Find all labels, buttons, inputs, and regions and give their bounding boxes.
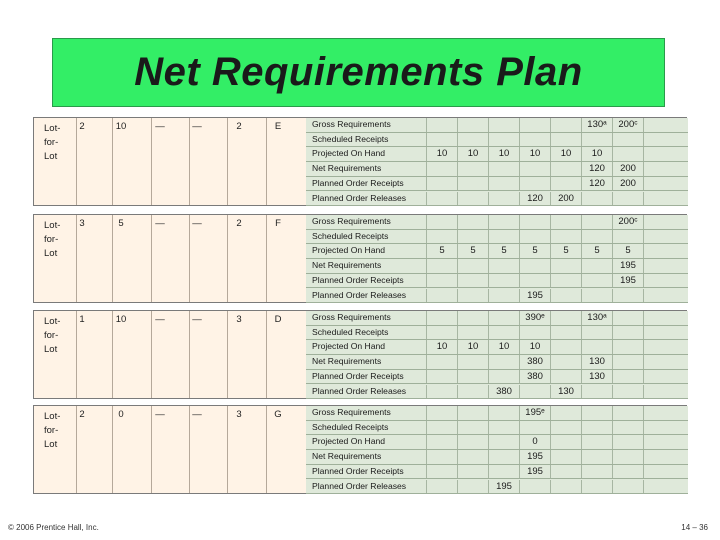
llc-value: 3 (236, 409, 242, 420)
item-parameters (34, 118, 306, 205)
period-cell (457, 162, 488, 176)
row-label: Planned Order Releases (312, 480, 407, 491)
llc-value: 2 (236, 121, 242, 132)
period-cell (457, 421, 488, 435)
lead-value: 1 (79, 314, 85, 325)
period-cell (426, 162, 457, 176)
period-cell (643, 370, 674, 384)
period-cell: 130ᵃ (581, 311, 612, 325)
item-block-d (33, 310, 687, 399)
table-row (306, 147, 688, 162)
period-cell (581, 465, 612, 479)
lot-sizing-label: Lot (44, 151, 58, 162)
period-cell: 10 (426, 340, 457, 354)
safety-value: — (155, 409, 165, 420)
period-cell: 5 (488, 244, 519, 258)
period-cell (488, 177, 519, 191)
period-cell: 10 (426, 147, 457, 161)
period-cell (488, 326, 519, 340)
period-cell (612, 340, 643, 354)
period-cell: 10 (550, 147, 581, 161)
period-cell (488, 118, 519, 132)
period-cell (488, 215, 519, 229)
period-cell (457, 274, 488, 288)
period-cell (612, 385, 643, 399)
period-cell (612, 450, 643, 464)
period-cell (457, 192, 488, 206)
period-cell (581, 192, 612, 206)
period-cell (457, 450, 488, 464)
period-cell (612, 480, 643, 494)
period-cell (581, 340, 612, 354)
period-cell (612, 230, 643, 244)
period-cell (581, 385, 612, 399)
period-cell (550, 465, 581, 479)
item-value: E (274, 121, 282, 132)
row-label: Gross Requirements (312, 312, 391, 322)
period-cell (581, 406, 612, 420)
period-cell (643, 355, 674, 369)
row-label: Planned Order Receipts (312, 274, 404, 285)
period-cell (488, 230, 519, 244)
period-cell (612, 465, 643, 479)
period-cell (581, 435, 612, 449)
period-cell (426, 450, 457, 464)
row-label: Net Requirements (312, 260, 382, 271)
period-cell: 5 (550, 244, 581, 258)
table-row (306, 406, 688, 421)
title-banner (52, 38, 665, 107)
period-cell (426, 435, 457, 449)
lot-sizing-label: for- (44, 234, 59, 245)
period-cell (643, 147, 674, 161)
item-value: F (275, 218, 281, 229)
period-cell (488, 465, 519, 479)
period-cell (488, 370, 519, 384)
period-cell (612, 289, 643, 303)
period-cell (519, 230, 550, 244)
period-cell (426, 385, 457, 399)
onhand-value: 5 (118, 218, 124, 229)
lot-sizing-label: Lot- (44, 316, 61, 327)
period-cell: 195 (612, 274, 643, 288)
period-cell: 380 (488, 385, 519, 399)
period-cell: 200 (612, 177, 643, 191)
period-cell (426, 133, 457, 147)
page-title: Net Requirements Plan (134, 50, 583, 94)
period-cell (643, 259, 674, 273)
period-cell (643, 244, 674, 258)
period-cell (457, 465, 488, 479)
period-cell (550, 259, 581, 273)
period-cell (643, 177, 674, 191)
period-cell (488, 355, 519, 369)
period-cell (581, 215, 612, 229)
period-cell (426, 480, 457, 494)
period-cell (488, 406, 519, 420)
period-cell: 5 (426, 244, 457, 258)
item-parameters (34, 215, 306, 302)
item-block-f (33, 214, 687, 303)
period-cell (457, 289, 488, 303)
table-row (306, 274, 688, 289)
row-label: Gross Requirements (312, 407, 391, 417)
item-parameters (34, 406, 306, 493)
period-cell (488, 450, 519, 464)
table-row (306, 230, 688, 245)
period-cell: 120 (581, 162, 612, 176)
period-cell (488, 421, 519, 435)
safety-value: — (155, 121, 165, 132)
lead-value: 2 (79, 409, 85, 420)
period-cell: 195 (519, 289, 550, 303)
period-cell (426, 326, 457, 340)
period-cell: 195ᵉ (519, 406, 550, 420)
period-cell: 130 (550, 385, 581, 399)
period-cell (550, 326, 581, 340)
table-row (306, 450, 688, 465)
row-label: Projected On Hand (312, 436, 386, 447)
lead-value: 2 (79, 121, 85, 132)
period-cell (519, 385, 550, 399)
item-value: G (274, 409, 282, 420)
table-row (306, 244, 688, 259)
allocated-value: — (192, 218, 202, 229)
row-label: Planned Order Receipts (312, 370, 404, 381)
onhand-value: 10 (115, 314, 127, 325)
copyright-text: © 2006 Prentice Hall, Inc. (8, 523, 99, 532)
period-cell: 5 (612, 244, 643, 258)
period-cell (457, 133, 488, 147)
period-cell (643, 162, 674, 176)
period-cell: 200ᶜ (612, 215, 643, 229)
table-row (306, 192, 688, 207)
table-row (306, 162, 688, 177)
period-cell (550, 177, 581, 191)
period-cell (519, 274, 550, 288)
table-row (306, 311, 688, 326)
item-block-e (33, 117, 687, 206)
period-cell (643, 133, 674, 147)
table-row (306, 215, 688, 230)
lot-sizing-label: Lot- (44, 123, 61, 134)
lot-sizing-label: for- (44, 425, 59, 436)
period-cell (643, 340, 674, 354)
period-cell (519, 133, 550, 147)
period-cell (488, 311, 519, 325)
period-cell (581, 326, 612, 340)
period-cell (643, 480, 674, 494)
row-label: Planned Order Receipts (312, 465, 404, 476)
onhand-value: 10 (115, 121, 127, 132)
period-cell (519, 118, 550, 132)
item-parameters (34, 311, 306, 398)
slide-number: 14 – 36 (681, 523, 708, 532)
llc-value: 2 (236, 218, 242, 229)
period-cell (643, 118, 674, 132)
period-cell (612, 406, 643, 420)
period-cell (643, 385, 674, 399)
row-label: Gross Requirements (312, 216, 391, 226)
row-label: Scheduled Receipts (312, 421, 389, 432)
row-label: Gross Requirements (312, 119, 391, 129)
period-cell: 380 (519, 355, 550, 369)
period-cell (550, 435, 581, 449)
lot-sizing-label: Lot (44, 248, 58, 259)
period-cell (488, 435, 519, 449)
table-row (306, 133, 688, 148)
period-cell: 195 (519, 465, 550, 479)
period-cell (426, 177, 457, 191)
period-cell (643, 450, 674, 464)
period-cell (581, 259, 612, 273)
period-cell (426, 118, 457, 132)
period-cell (612, 192, 643, 206)
period-cell (457, 215, 488, 229)
table-row (306, 435, 688, 450)
period-cell (519, 421, 550, 435)
table-row (306, 177, 688, 192)
period-cell (550, 230, 581, 244)
period-cell: 10 (457, 340, 488, 354)
lead-value: 3 (79, 218, 85, 229)
table-row (306, 340, 688, 355)
period-cell (426, 370, 457, 384)
period-cell (426, 465, 457, 479)
item-value: D (274, 314, 282, 325)
period-cell: 200 (612, 162, 643, 176)
period-cell (519, 326, 550, 340)
row-label: Scheduled Receipts (312, 133, 389, 144)
time-phased-table (306, 215, 688, 302)
period-cell (457, 435, 488, 449)
period-cell (488, 289, 519, 303)
llc-value: 3 (236, 314, 242, 325)
table-row (306, 385, 688, 400)
period-cell (643, 435, 674, 449)
period-cell (426, 274, 457, 288)
period-cell (550, 450, 581, 464)
time-phased-table (306, 118, 688, 205)
period-cell (426, 421, 457, 435)
period-cell (550, 215, 581, 229)
period-cell (426, 289, 457, 303)
allocated-value: — (192, 121, 202, 132)
period-cell (550, 118, 581, 132)
lot-sizing-label: for- (44, 137, 59, 148)
period-cell: 5 (457, 244, 488, 258)
period-cell (457, 385, 488, 399)
period-cell: 195 (488, 480, 519, 494)
lot-sizing-label: Lot (44, 344, 58, 355)
time-phased-table (306, 406, 688, 493)
period-cell (457, 259, 488, 273)
period-cell: 130 (581, 370, 612, 384)
period-cell (612, 133, 643, 147)
period-cell (457, 370, 488, 384)
period-cell (612, 326, 643, 340)
period-cell (519, 259, 550, 273)
row-label: Planned Order Receipts (312, 177, 404, 188)
period-cell: 10 (581, 147, 612, 161)
period-cell: 120 (519, 192, 550, 206)
period-cell (643, 311, 674, 325)
lot-sizing-label: Lot- (44, 411, 61, 422)
row-label: Planned Order Releases (312, 289, 407, 300)
row-label: Planned Order Releases (312, 192, 407, 203)
period-cell (550, 162, 581, 176)
period-cell (457, 406, 488, 420)
period-cell (457, 177, 488, 191)
period-cell (643, 289, 674, 303)
period-cell (550, 311, 581, 325)
period-cell (643, 421, 674, 435)
row-label: Scheduled Receipts (312, 326, 389, 337)
period-cell: 130ᵃ (581, 118, 612, 132)
row-label: Net Requirements (312, 163, 382, 174)
period-cell (612, 370, 643, 384)
period-cell (519, 162, 550, 176)
period-cell: 195 (612, 259, 643, 273)
period-cell (488, 162, 519, 176)
period-cell: 10 (488, 147, 519, 161)
table-row (306, 289, 688, 304)
period-cell (643, 465, 674, 479)
safety-value: — (155, 314, 165, 325)
period-cell (550, 370, 581, 384)
period-cell (457, 311, 488, 325)
period-cell (550, 274, 581, 288)
period-cell (550, 406, 581, 420)
period-cell (581, 133, 612, 147)
period-cell (581, 450, 612, 464)
table-row (306, 465, 688, 480)
period-cell (612, 311, 643, 325)
table-row (306, 370, 688, 385)
period-cell (488, 274, 519, 288)
period-cell (643, 230, 674, 244)
table-row (306, 421, 688, 436)
period-cell (519, 215, 550, 229)
row-label: Projected On Hand (312, 148, 386, 159)
period-cell (519, 480, 550, 494)
period-cell (519, 177, 550, 191)
lot-sizing-label: for- (44, 330, 59, 341)
allocated-value: — (192, 409, 202, 420)
lot-sizing-label: Lot- (44, 220, 61, 231)
row-label: Projected On Hand (312, 341, 386, 352)
period-cell (426, 406, 457, 420)
period-cell (581, 230, 612, 244)
period-cell (643, 326, 674, 340)
period-cell (457, 230, 488, 244)
period-cell (457, 355, 488, 369)
period-cell (643, 215, 674, 229)
lot-sizing-label: Lot (44, 439, 58, 450)
period-cell: 10 (457, 147, 488, 161)
row-label: Net Requirements (312, 356, 382, 367)
period-cell (612, 355, 643, 369)
period-cell (457, 118, 488, 132)
period-cell (426, 215, 457, 229)
row-label: Scheduled Receipts (312, 230, 389, 241)
table-row (306, 355, 688, 370)
period-cell: 200ᶜ (612, 118, 643, 132)
period-cell (426, 230, 457, 244)
allocated-value: — (192, 314, 202, 325)
period-cell (612, 147, 643, 161)
period-cell: 130 (581, 355, 612, 369)
period-cell (488, 133, 519, 147)
item-block-g (33, 405, 687, 494)
period-cell (581, 289, 612, 303)
time-phased-table (306, 311, 688, 398)
period-cell: 10 (519, 147, 550, 161)
period-cell (488, 192, 519, 206)
period-cell (550, 480, 581, 494)
table-row (306, 259, 688, 274)
period-cell (488, 259, 519, 273)
table-row (306, 118, 688, 133)
period-cell (550, 421, 581, 435)
safety-value: — (155, 218, 165, 229)
period-cell: 10 (519, 340, 550, 354)
table-row (306, 326, 688, 341)
period-cell (581, 421, 612, 435)
period-cell (426, 355, 457, 369)
table-row (306, 480, 688, 495)
period-cell (426, 259, 457, 273)
period-cell: 0 (519, 435, 550, 449)
period-cell (550, 340, 581, 354)
period-cell (550, 289, 581, 303)
period-cell: 380 (519, 370, 550, 384)
period-cell (581, 480, 612, 494)
period-cell (457, 326, 488, 340)
period-cell: 120 (581, 177, 612, 191)
onhand-value: 0 (118, 409, 124, 420)
period-cell: 200 (550, 192, 581, 206)
period-cell (426, 192, 457, 206)
period-cell (612, 421, 643, 435)
period-cell: 5 (581, 244, 612, 258)
period-cell: 195 (519, 450, 550, 464)
period-cell (550, 133, 581, 147)
period-cell: 5 (519, 244, 550, 258)
row-label: Projected On Hand (312, 245, 386, 256)
period-cell (643, 274, 674, 288)
period-cell (426, 311, 457, 325)
period-cell (612, 435, 643, 449)
period-cell (581, 274, 612, 288)
period-cell (550, 355, 581, 369)
period-cell: 10 (488, 340, 519, 354)
period-cell (643, 406, 674, 420)
row-label: Net Requirements (312, 451, 382, 462)
period-cell (643, 192, 674, 206)
row-label: Planned Order Releases (312, 385, 407, 396)
period-cell (457, 480, 488, 494)
period-cell: 390ᵉ (519, 311, 550, 325)
